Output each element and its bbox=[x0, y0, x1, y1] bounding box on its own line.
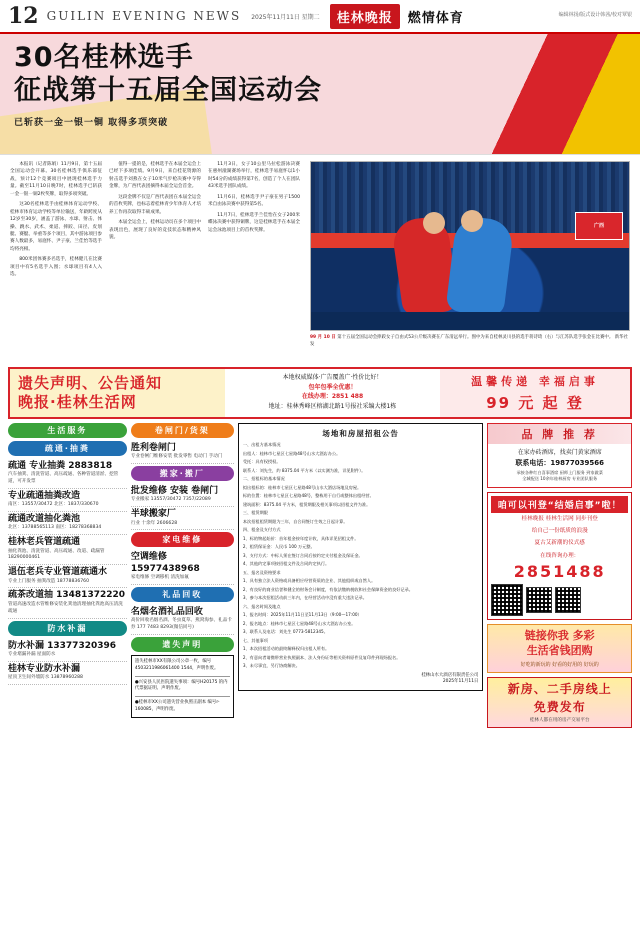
masthead bbox=[0, 0, 640, 34]
masthead-logo: 桂林晚报 bbox=[330, 4, 400, 29]
notice-paragraph: 2、租赁保证金：人民币 100 万元整。 bbox=[242, 544, 315, 549]
notice-paragraph: 2、报名地点：桂林市七星区七星路48号山水大酒店办公室。 bbox=[242, 620, 356, 626]
brand-phone: 联系电话：19877039566 bbox=[515, 459, 604, 468]
classified-entry[interactable] bbox=[8, 489, 127, 512]
entry-detail: 抽化粪池、清洗管道、高压疏通、改道、疏漏管 18290000461 bbox=[8, 548, 105, 561]
entry-detail: 专业上门服务 抽粪改造 18778836760 bbox=[8, 578, 90, 584]
paragraph: 11月6日，桂林选手尹子豪在男子1500米自由泳决赛中获得第5名。 bbox=[208, 194, 300, 208]
paragraph: 本届全运会上，桂林运动员在多个项目中表现出色，展现了良好的竞技状态和精神风貌。 bbox=[109, 220, 201, 240]
notice-paragraph: 六、报名时间及地点 bbox=[242, 603, 281, 609]
brand-line-3: 承接各种红白喜事酒席 厨师上门服务 到家做菜 bbox=[516, 470, 603, 476]
masthead-english-title: GUILIN EVENING NEWS bbox=[46, 9, 242, 23]
entry-detail: 高价回收名烟名酒、冬虫夏草、燕窝海参、礼品卡券 177 7483 8293(微信同号) bbox=[130, 618, 232, 630]
headline-line-1: 30名桂林选手 bbox=[14, 42, 194, 73]
headline-band bbox=[0, 34, 640, 155]
caption-text: 第十五届全国运动会摔跤女子自由式53公斤级决赛在广东清远举行。图中为来自桂林灵川县的选手蒋诗琦（右）与江苏队选手张金在比赛中。 bbox=[337, 335, 614, 340]
entry-detail: 南区：13557/30472 北区：1837/330670 bbox=[8, 502, 99, 508]
article-column-2 bbox=[109, 161, 201, 361]
caption-credit: 新华社发 bbox=[310, 335, 629, 348]
photo-caption bbox=[310, 334, 628, 348]
entry-title: 专业疏通抽粪改造 bbox=[8, 491, 81, 502]
entry-detail: 专业搬家 13557/30472 7357/22089 bbox=[130, 497, 211, 503]
notice-paragraph: 一、出租方基本情况 bbox=[242, 442, 281, 447]
notice-paragraph: 1、标的物起始价：首年租金按年度计收，具体详见招租文件。 bbox=[242, 535, 359, 541]
article-column-1 bbox=[10, 161, 102, 361]
classified-entry[interactable] bbox=[131, 605, 234, 635]
notice-paragraph: 出租人：桂林市七星区七星路48号山水大酒店办公。 bbox=[242, 450, 341, 456]
entry-detail: ●桂林市XX公司遗失营业执照正副本 编号r-160085，声明作废。 bbox=[134, 700, 220, 712]
wedding-line-5: 在线咨询办理： bbox=[540, 552, 580, 559]
paragraph: 值得一提的是，桂林选手在本届全运会上已经下多项佳绩。9月9日，来自桂花资源的射击选手刘燕在女子10米气步枪决赛中夺得金牌，为广西代表团摘得本届全运会首金。 bbox=[109, 162, 201, 190]
entry-title: 空调维修 15977438968 bbox=[130, 552, 200, 574]
notice-paragraph: 3、参与本次招租活动前三年内，在经营活动中没有重大违法记录。 bbox=[242, 595, 367, 600]
divider bbox=[135, 696, 230, 697]
caption-label: 99 月 10 日 bbox=[310, 335, 336, 340]
notice-paragraph: 3、支付方式：中标人须在签订合同后按约定支付租金及保证金。 bbox=[242, 552, 363, 558]
article-column-3 bbox=[208, 161, 300, 361]
notice-paragraph: 2、有意向者请携带营业执照副本、法人身份证等相关资料原件及复印件到现场报名。 bbox=[242, 654, 401, 660]
classified-column-a bbox=[8, 423, 127, 728]
entry-title: 疏通 专业抽粪 2883818 bbox=[8, 461, 113, 471]
article-columns bbox=[10, 161, 302, 361]
group-buy-ad[interactable] bbox=[487, 624, 632, 673]
group-buy-line-1: 链接你我 多彩 bbox=[524, 629, 595, 643]
rental-notice bbox=[238, 423, 484, 691]
classified-ad-banner[interactable] bbox=[8, 367, 632, 419]
qr-code-icon[interactable] bbox=[555, 587, 581, 613]
category-header-dredging: 疏通·抽粪 bbox=[8, 441, 127, 456]
notice-date: 2025年11月11日 bbox=[442, 679, 479, 685]
athlete-head-right bbox=[461, 210, 483, 232]
classified-entry[interactable] bbox=[8, 639, 127, 662]
wedding-phone: 2851488 bbox=[513, 562, 606, 582]
classified-entry[interactable] bbox=[8, 535, 127, 565]
notice-paragraph: 五、报名及资格要求 bbox=[242, 569, 281, 575]
notice-paragraph: 三、租赁期限 bbox=[242, 510, 268, 515]
entry-title: 桂林老兵管道疏通 bbox=[8, 537, 81, 548]
classified-entry[interactable] bbox=[131, 550, 234, 584]
notice-signer: 桂林山水大酒店有限责任公司 bbox=[421, 672, 479, 678]
lost-notice-box bbox=[131, 655, 234, 718]
category-header-appliance-repair: 家电维修 bbox=[131, 532, 234, 547]
wedding-headline: 咱可以刊登“结婚启事”啦！ bbox=[491, 496, 628, 513]
classified-entry[interactable] bbox=[8, 512, 127, 535]
notice-title: 场地和房屋招租公告 bbox=[322, 429, 399, 438]
brand-recommend-ad[interactable] bbox=[487, 423, 632, 488]
category-header-waterproof: 防水补漏 bbox=[8, 621, 127, 636]
category-header-gift-recycle: 礼品回收 bbox=[131, 587, 234, 602]
qr-code-icon[interactable] bbox=[526, 587, 552, 613]
notice-body bbox=[243, 442, 479, 670]
notice-paragraph: 3、联系人及电话：刘先生 0773-5812345。 bbox=[242, 629, 328, 634]
page-folio: 12 bbox=[8, 3, 39, 29]
housing-line-3: 桂林人都在用的房产交易平台 bbox=[529, 717, 590, 723]
housing-line-2: 免费发布 bbox=[533, 699, 586, 714]
category-header-services: 生活服务 bbox=[8, 423, 127, 438]
category-header-lost-notice: 遗失声明 bbox=[131, 637, 234, 652]
entry-detail: ●兴安县人民医院遗失事项：编号H20175 的内代票据证明、声明作废。 bbox=[134, 679, 228, 692]
ad-banner-line2: 晚报·桂林生活网 bbox=[18, 393, 137, 411]
ad-banner-mid-1: 本地权威媒体·广告覆盖广·性价比好！ bbox=[282, 374, 383, 381]
notice-paragraph: 四、租金及支付方式 bbox=[242, 527, 281, 532]
athlete-head-left bbox=[423, 212, 445, 234]
ad-banner-right bbox=[440, 369, 630, 417]
entry-detail: 汽车抽粪、清洗管道、高压疏通、各种管道清淤、挖管道，可开发票 bbox=[8, 472, 119, 485]
paragraph: 11月7日，桂林选手兰佳怡在女子200米蝶泳决赛中获得铜牌，这是桂林选手在本届全运会泳池项目上的首枚奖牌。 bbox=[208, 212, 300, 233]
group-buy-line-2: 生活省钱团购 bbox=[526, 644, 593, 658]
photo-floor bbox=[311, 312, 629, 330]
housing-ad[interactable] bbox=[487, 677, 632, 728]
paragraph: 本报讯（记者陈娟）11月9日，第十五届全国运动会开幕。30名桂林选手俱乐部征战，预计12个竞赛项目中展现桂林选手力量。截至11月10日晚7时，桂林选手已斩获一金一银一铜2枚奖牌，取得多项突破。 bbox=[10, 162, 102, 197]
classified-entry[interactable] bbox=[8, 662, 127, 685]
masthead-credit: 编辑林扬/版式设计韩茜/校对覃银 bbox=[558, 12, 632, 19]
entry-detail: 北区：13788565113 南区：18278368834 bbox=[8, 525, 102, 531]
paragraph: 800米团体赛多名选手，桂林健儿在比赛项目中有5名选手入围；水球项目有4人入选。 bbox=[10, 257, 102, 278]
wedding-line-4: 夏古艾新潮的仪式感 bbox=[534, 540, 585, 547]
notice-paragraph: 标的位置：桂林市七星区七星路48号，整栋用于自行或整体出租经营。 bbox=[242, 493, 374, 498]
notice-paragraph: 联系人：刘先生，约 8375.04 平方米（以实测为准，详见附件）。 bbox=[242, 467, 366, 473]
classified-entry[interactable] bbox=[8, 588, 127, 618]
notice-paragraph: 本次招租租赁期限为三年，自合同签订生效之日起计算。 bbox=[242, 518, 348, 524]
ad-banner-right-2: 99 元 起 登 bbox=[486, 394, 584, 412]
paragraph: 这30名桂林选手由桂林体育运动学校、桂林市体育运动学校等单位输送，年龄跨度从12岁至30岁，涵盖了游泳、水球、射击、体操、跳水、武术、柔道、摔跤、田径、皮划艇、赛艇、举重等多个项目，其中游泳项目参赛人数最多，易庭怀、尹子豪、兰佳怡等选手均将亮相。 bbox=[10, 202, 102, 252]
category-header-shutters: 卷闸门/货架 bbox=[131, 423, 234, 438]
notice-paragraph: 1、报名时间：2025年11月11日至11月13日（9:00—17:00） bbox=[242, 612, 362, 617]
paragraph: 11月3日，女子10公里马拉松游泳决赛在惠州潼湖赛场举行，桂林选手易庭怀以1小时54分的成绩获得第7名，创造了个人在团队43米选手团队成绩。 bbox=[208, 162, 300, 190]
category-header-moving: 搬家·搬厂 bbox=[131, 466, 234, 481]
photo-banner: 广西 bbox=[575, 212, 623, 240]
classified-column-c bbox=[238, 423, 484, 728]
ad-banner-mid-2: 包年包季全优惠！ bbox=[308, 383, 357, 391]
section-title: 燃情体育 bbox=[407, 10, 464, 26]
ad-banner-left bbox=[10, 369, 225, 417]
entry-detail: 遗失桂林市XX有限公司公章一枚，编号 4503211986061400 1544，声明作废。 bbox=[134, 658, 219, 671]
wedding-qr-row bbox=[491, 584, 628, 616]
notice-paragraph: 1、本次招租活动的最终解释权归出租人所有。 bbox=[242, 646, 330, 651]
entry-title: 名烟名酒礼品回收 bbox=[130, 606, 203, 617]
brand-recommend-header: 品 牌 推 荐 bbox=[488, 424, 631, 444]
headline-subtitle: 已斩获一金一银一铜 取得多项突破 bbox=[14, 117, 169, 128]
notice-paragraph: 二、招租标的基本情况 bbox=[242, 476, 285, 481]
headline-block bbox=[0, 34, 640, 128]
notice-paragraph: 4、其他约定事项按招租文件及合同约定执行。 bbox=[242, 561, 330, 566]
wedding-announcement-ad[interactable] bbox=[487, 492, 632, 621]
classified-column-b bbox=[131, 423, 234, 728]
classifieds-area bbox=[0, 419, 640, 734]
entry-title: 半球搬家厂 bbox=[130, 509, 176, 520]
entry-detail: 行业 十余年 2606628 bbox=[130, 520, 178, 526]
masthead-date: 2025年11月11日 星期二 bbox=[251, 13, 320, 21]
entry-title: 胜利卷闸门 bbox=[130, 443, 176, 453]
notice-paragraph: 建筑面积：8375.04 平方米，租赁期限及相关事项以招租文件为准。 bbox=[242, 501, 371, 507]
ad-banner-right-1: 温馨传递 幸福启事 bbox=[471, 375, 599, 388]
notice-paragraph: 1、具有独立法人资格或具备相应经营资质的企业、其他组织或自然人。 bbox=[242, 578, 376, 583]
classified-entry[interactable] bbox=[8, 565, 127, 588]
notice-signature bbox=[243, 673, 479, 686]
classified-entry[interactable] bbox=[131, 507, 234, 530]
brand-line-4: 全城配送 10余年桂林厨房 专业团队服务 bbox=[522, 476, 598, 482]
classified-column-d bbox=[487, 423, 632, 728]
wedding-line-3: 给自己一份纸质的浪漫 bbox=[531, 528, 588, 535]
entry-detail: 专业卷闸门维修安装 批发零售 电动门 手动门 bbox=[130, 454, 223, 460]
entry-title: 批发维修 安装 卷闸门 bbox=[130, 486, 219, 497]
ad-banner-line1: 遗失声明、公告通知 bbox=[18, 373, 163, 392]
notice-paragraph: 受托：具有权授权。 bbox=[242, 459, 281, 464]
housing-line-1: 新房、二手房线上 bbox=[507, 681, 612, 696]
entry-detail: 专业堵漏补漏 屋面防水 bbox=[8, 651, 56, 657]
wedding-subline: 桂林晚报 桂林生活网 同步刊登 bbox=[521, 515, 598, 522]
entry-title: 桂林专业防水补漏 bbox=[8, 663, 81, 674]
ad-banner-mid-3: 在线办理：2851 488 bbox=[301, 393, 364, 401]
news-photo bbox=[310, 161, 630, 331]
headline-line-2: 征战第十五届全国运动会 bbox=[14, 74, 322, 106]
paragraph: 这段金牌不仅是广西代表团在本届全运会的首枚奖牌，也标志着桂林青少年体育人才培养工作再次取得丰硕成果。 bbox=[109, 194, 201, 215]
divider bbox=[135, 676, 230, 677]
photo-block bbox=[310, 161, 628, 361]
entry-title: 退伍老兵专业管道疏通水 bbox=[8, 567, 108, 578]
classified-entry[interactable] bbox=[131, 441, 234, 464]
group-buy-line-3: 好吃的新玩的 好看的好用的 好玩的 bbox=[520, 661, 599, 668]
entry-title: 疏通改道抽化粪池 bbox=[8, 514, 81, 525]
entry-detail: 家电维修 空调移机 清洗加氟 bbox=[130, 574, 189, 580]
ad-banner-mid-4: 地址：桂林秀峰区榕湖北路1号报社采编大楼1栋 bbox=[268, 403, 397, 411]
classified-entry[interactable] bbox=[131, 484, 234, 507]
qr-code-icon[interactable] bbox=[491, 584, 523, 616]
news-body bbox=[0, 155, 640, 365]
entry-title: 防水补漏 13377320396 bbox=[8, 640, 117, 651]
entry-title: 疏茶改道抽 13481372220 bbox=[8, 590, 126, 601]
notice-paragraph: 七、其他事项 bbox=[242, 637, 268, 643]
classified-entry[interactable] bbox=[8, 459, 127, 489]
notice-paragraph: 3、未尽事宜，另行协商解决。 bbox=[242, 663, 300, 668]
notice-paragraph: 拟出租标的：桂林市七星区七星路48号山水大酒店场地及房屋。 bbox=[242, 484, 362, 490]
ad-banner-middle bbox=[225, 369, 440, 417]
brand-line-1: 在家办砖酒席，找卖门黄家酒席 bbox=[517, 449, 602, 456]
entry-detail: 屋顶卫生间外墙防水 13878960288 bbox=[8, 674, 83, 680]
entry-detail: 管道高速改造水管维修安装化粪池清理抽化粪池高压清洗疏通 bbox=[8, 601, 123, 614]
brand-recommend-body bbox=[488, 444, 631, 487]
notice-paragraph: 2、有良好的商业信誉和健全的财务会计制度，有依法缴纳税收和社会保障资金的良好记录。 bbox=[242, 586, 413, 592]
